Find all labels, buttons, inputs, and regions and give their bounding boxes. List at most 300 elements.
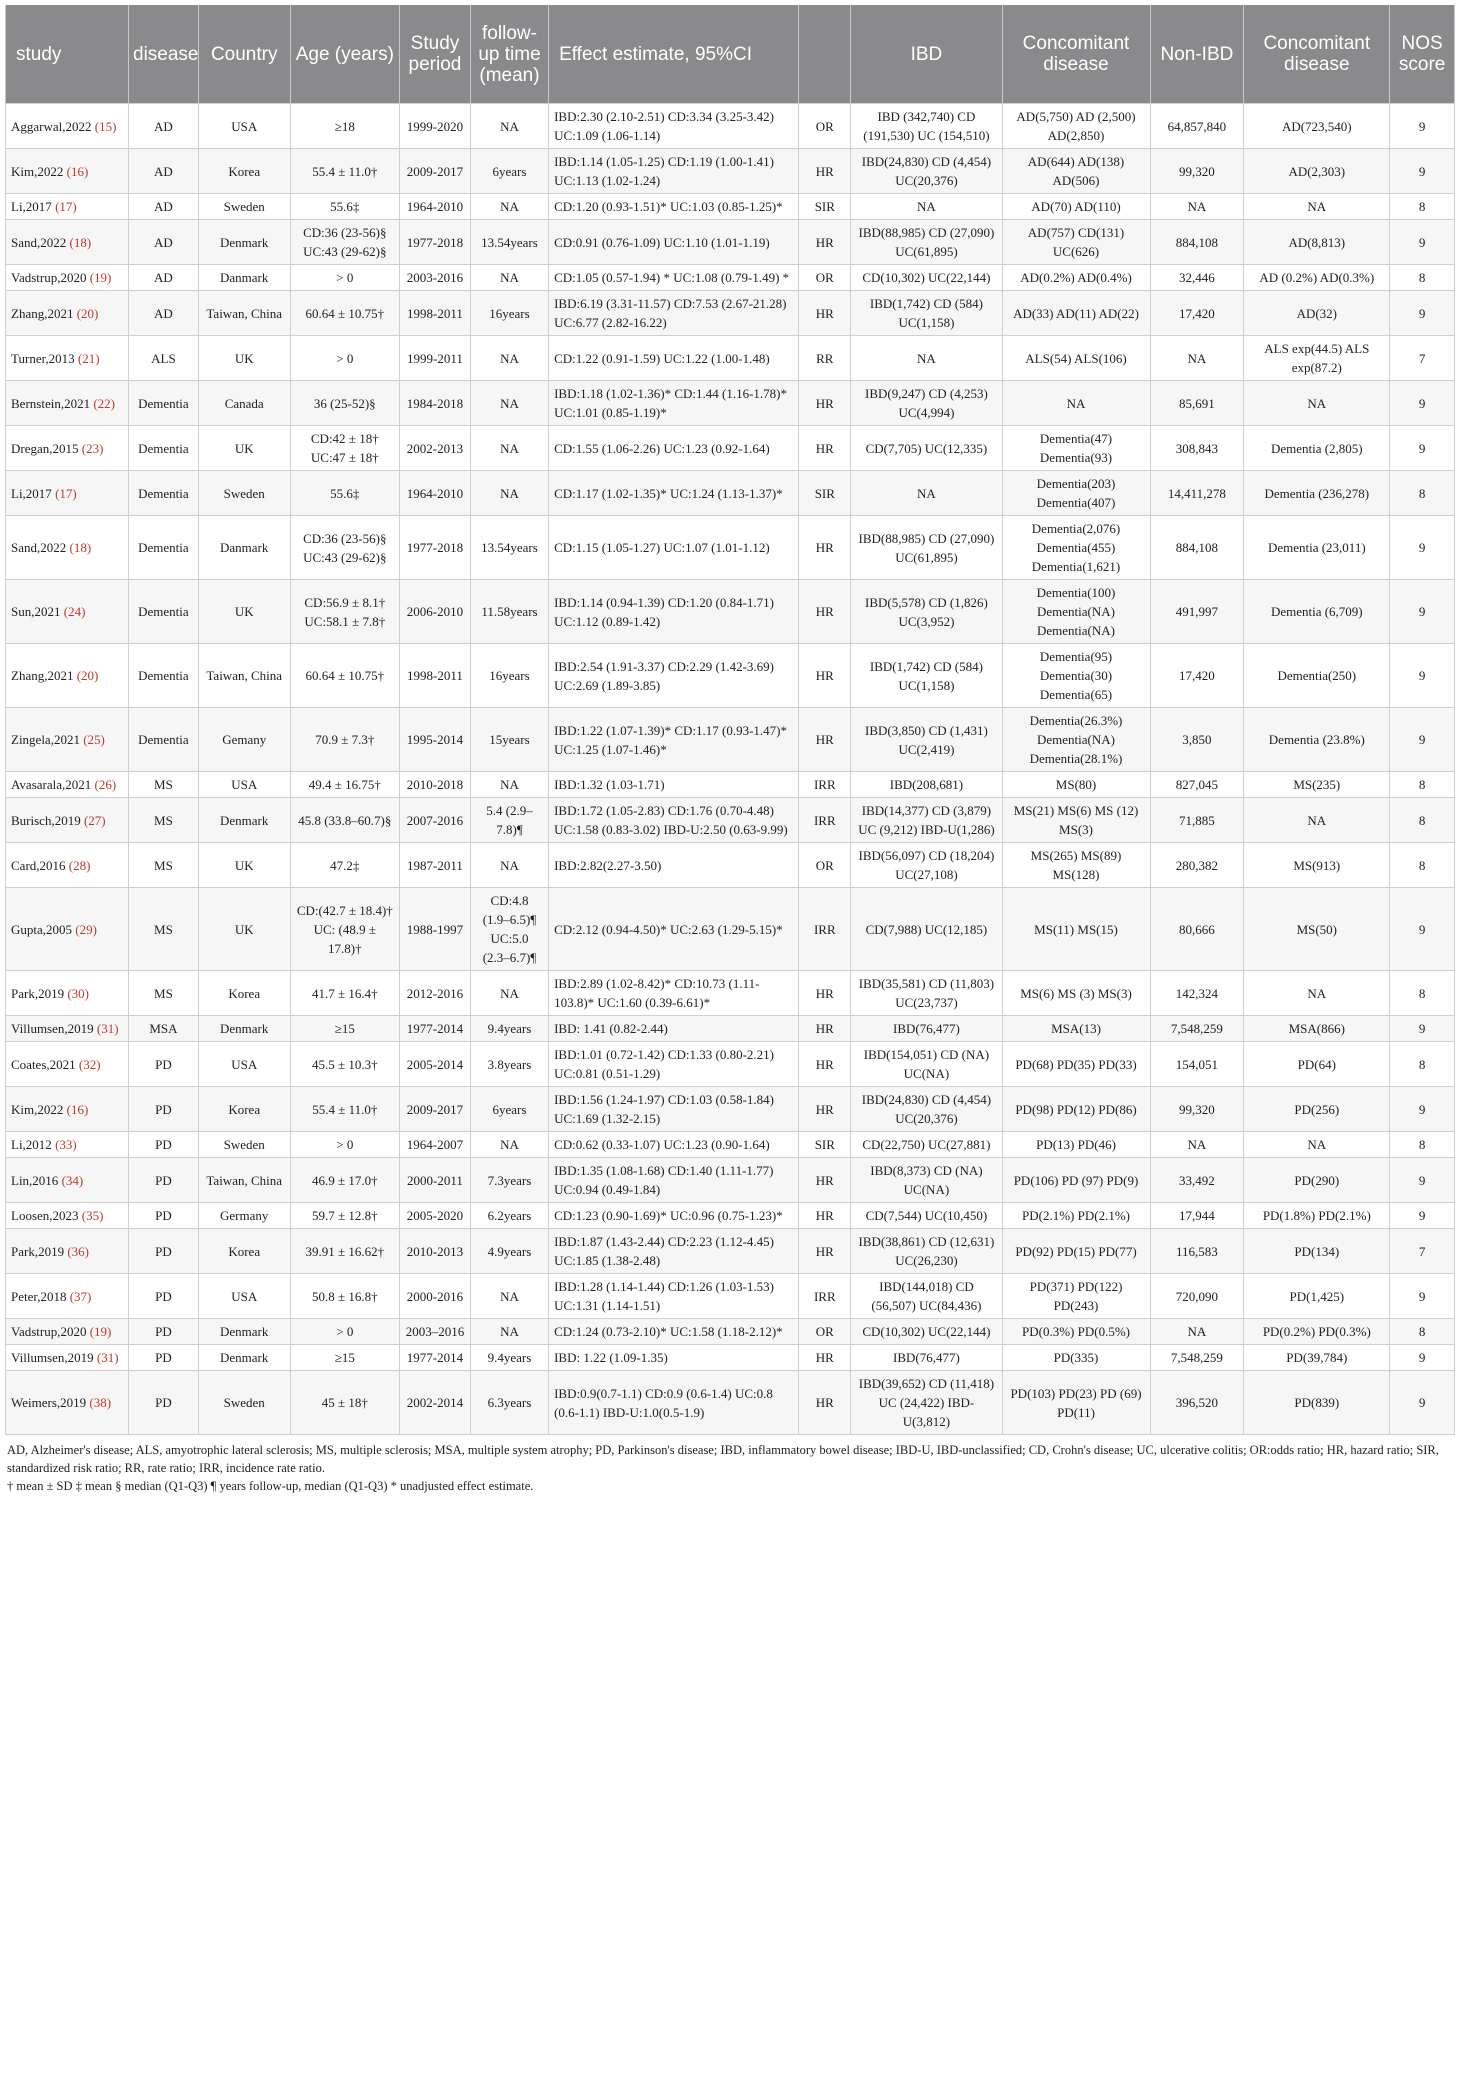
cell-disease: AD <box>129 104 199 149</box>
cell-nos: 9 <box>1390 1158 1455 1203</box>
cell-type: IRR <box>799 798 851 843</box>
cell-nonibd: 142,324 <box>1150 971 1244 1016</box>
cell-study <box>6 1345 129 1371</box>
cell-age: 55.4 ± 11.0† <box>290 1087 399 1132</box>
cell-effect: CD:1.23 (0.90-1.69)* UC:0.96 (0.75-1.23)* <box>549 1203 799 1229</box>
header-follow: follow-up time (mean) <box>470 5 548 104</box>
cell-nonibd: 32,446 <box>1150 265 1244 291</box>
cell-age: CD:42 ± 18† UC:47 ± 18† <box>290 426 399 471</box>
cell-effect: CD:1.15 (1.05-1.27) UC:1.07 (1.01-1.12) <box>549 516 799 580</box>
reference-link[interactable]: (35) <box>81 1208 104 1223</box>
cell-effect: IBD:0.9(0.7-1.1) CD:0.9 (0.6-1.4) UC:0.8 (0.6-1.1) IBD-U:1.0(0.5-1.9) <box>549 1371 799 1435</box>
cell-country: Germany <box>198 1203 290 1229</box>
cell-type: HR <box>799 1229 851 1274</box>
cell-study <box>6 1229 129 1274</box>
cell-type: HR <box>799 1158 851 1203</box>
study-name: Lin,2016 <box>11 1172 59 1188</box>
cell-follow: NA <box>470 772 548 798</box>
cell-effect: CD:0.91 (0.76-1.09) UC:1.10 (1.01-1.19) <box>549 220 799 265</box>
reference-link[interactable]: (38) <box>89 1395 112 1410</box>
cell-age: CD:(42.7 ± 18.4)† UC: (48.9 ± 17.8)† <box>290 888 399 971</box>
cell-conc1: MS(265) MS(89) MS(128) <box>1002 843 1150 888</box>
cell-ibd: IBD(24,830) CD (4,454) UC(20,376) <box>851 1087 1002 1132</box>
study-name: Card,2016 <box>11 857 66 873</box>
cell-conc2: AD (0.2%) AD(0.3%) <box>1244 265 1390 291</box>
cell-ibd: IBD(76,477) <box>851 1016 1002 1042</box>
cell-effect: IBD:1.14 (1.05-1.25) CD:1.19 (1.00-1.41) UC:1.13 (1.02-1.24) <box>549 149 799 194</box>
cell-nos: 9 <box>1390 291 1455 336</box>
cell-conc1: PD(98) PD(12) PD(86) <box>1002 1087 1150 1132</box>
cell-conc1: MS(80) <box>1002 772 1150 798</box>
cell-country: UK <box>198 888 290 971</box>
study-name: Zhang,2021 <box>11 668 74 683</box>
cell-ibd: IBD(76,477) <box>851 1345 1002 1371</box>
cell-disease: AD <box>129 149 199 194</box>
cell-type: HR <box>799 1371 851 1435</box>
reference-link[interactable]: (18) <box>69 540 92 555</box>
cell-country: Korea <box>198 1087 290 1132</box>
cell-effect: IBD:1.72 (1.05-2.83) CD:1.76 (0.70-4.48) UC:1.58 (0.83-3.02) IBD-U:2.50 (0.63-9.99) <box>549 798 799 843</box>
cell-effect: CD:1.05 (0.57-1.94) * UC:1.08 (0.79-1.49) * <box>549 265 799 291</box>
cell-period: 1984-2018 <box>400 381 471 426</box>
header-conc2: Concomitant disease <box>1244 5 1390 104</box>
cell-conc1: MS(21) MS(6) MS (12) MS(3) <box>1002 798 1150 843</box>
cell-follow: NA <box>470 1132 548 1158</box>
cell-disease: PD <box>129 1087 199 1132</box>
cell-conc1: MS(6) MS (3) MS(3) <box>1002 971 1150 1016</box>
cell-conc1: PD(106) PD (97) PD(9) <box>1002 1158 1150 1203</box>
header-nonibd: Non-IBD <box>1150 5 1244 104</box>
cell-disease: ALS <box>129 336 199 381</box>
cell-type: HR <box>799 516 851 580</box>
cell-ibd: IBD(3,850) CD (1,431) UC(2,419) <box>851 708 1002 772</box>
cell-age: 46.9 ± 17.0† <box>290 1158 399 1203</box>
cell-nonibd: 33,492 <box>1150 1158 1244 1203</box>
cell-nonibd: 884,108 <box>1150 516 1244 580</box>
cell-period: 2005-2020 <box>400 1203 471 1229</box>
cell-effect: IBD:2.89 (1.02-8.42)* CD:10.73 (1.11-103.8)* UC:1.60 (0.39-6.61)* <box>549 971 799 1016</box>
cell-nonibd: 491,997 <box>1150 580 1244 644</box>
study-name: Vadstrup,2020 <box>11 1324 87 1339</box>
cell-ibd: IBD(154,051) CD (NA) UC(NA) <box>851 1042 1002 1087</box>
table-body <box>6 104 1455 1435</box>
reference-link[interactable]: (23) <box>81 440 104 456</box>
cell-study <box>6 644 129 708</box>
table-row <box>6 1371 1455 1435</box>
table-row <box>6 1229 1455 1274</box>
cell-type: SIR <box>799 471 851 516</box>
cell-conc1: Dementia(203) Dementia(407) <box>1002 471 1150 516</box>
cell-disease: MS <box>129 798 199 843</box>
reference-link[interactable]: (16) <box>66 1101 89 1117</box>
study-name: Bernstein,2021 <box>11 395 91 411</box>
cell-conc2: PD(64) <box>1244 1042 1390 1087</box>
cell-disease: Dementia <box>129 580 199 644</box>
cell-study <box>6 772 129 798</box>
cell-country: UK <box>198 843 290 888</box>
cell-effect: CD:1.55 (1.06-2.26) UC:1.23 (0.92-1.64) <box>549 426 799 471</box>
cell-type: HR <box>799 381 851 426</box>
cell-study <box>6 149 129 194</box>
cell-period: 1964-2010 <box>400 194 471 220</box>
cell-ibd: CD(7,544) UC(10,450) <box>851 1203 1002 1229</box>
cell-nos: 9 <box>1390 426 1455 471</box>
cell-age: > 0 <box>290 336 399 381</box>
cell-follow: 9.4years <box>470 1016 548 1042</box>
study-name: Kim,2022 <box>11 1101 64 1117</box>
cell-nonibd: NA <box>1150 194 1244 220</box>
table-row <box>6 1087 1455 1132</box>
cell-conc2: NA <box>1244 1132 1390 1158</box>
cell-period: 1987-2011 <box>400 843 471 888</box>
cell-nonibd: 99,320 <box>1150 1087 1244 1132</box>
cell-type: HR <box>799 1087 851 1132</box>
reference-link[interactable]: (37) <box>69 1288 92 1304</box>
cell-nos: 8 <box>1390 798 1455 843</box>
cell-conc2: PD(256) <box>1244 1087 1390 1132</box>
cell-country: Denmark <box>198 1345 290 1371</box>
reference-link[interactable]: (30) <box>67 985 90 1001</box>
cell-follow: NA <box>470 104 548 149</box>
cell-effect: CD:1.17 (1.02-1.35)* UC:1.24 (1.13-1.37)* <box>549 471 799 516</box>
cell-period: 1999-2011 <box>400 336 471 381</box>
cell-period: 1998-2011 <box>400 644 471 708</box>
cell-nos: 9 <box>1390 708 1455 772</box>
table-row <box>6 708 1455 772</box>
cell-age: 50.8 ± 16.8† <box>290 1274 399 1319</box>
cell-conc2: NA <box>1244 798 1390 843</box>
reference-link[interactable]: (26) <box>94 777 117 792</box>
cell-conc2: PD(839) <box>1244 1371 1390 1435</box>
study-name: Sun,2021 <box>11 604 61 619</box>
cell-country: Danmark <box>198 265 290 291</box>
cell-nonibd: 85,691 <box>1150 381 1244 426</box>
table-row <box>6 644 1455 708</box>
cell-disease: MS <box>129 971 199 1016</box>
cell-disease: PD <box>129 1158 199 1203</box>
reference-link[interactable]: (28) <box>68 857 91 873</box>
cell-age: > 0 <box>290 265 399 291</box>
cell-type: OR <box>799 843 851 888</box>
cell-disease: AD <box>129 265 199 291</box>
cell-study <box>6 220 129 265</box>
cell-conc2: Dementia (2,805) <box>1244 426 1390 471</box>
cell-effect: IBD:2.30 (2.10-2.51) CD:3.34 (3.25-3.42) UC:1.09 (1.06-1.14) <box>549 104 799 149</box>
cell-ibd: CD(7,988) UC(12,185) <box>851 888 1002 971</box>
cell-study <box>6 291 129 336</box>
cell-country: USA <box>198 104 290 149</box>
cell-period: 2002-2013 <box>400 426 471 471</box>
table-row <box>6 149 1455 194</box>
cell-follow: 3.8years <box>470 1042 548 1087</box>
cell-study <box>6 194 129 220</box>
cell-type: OR <box>799 265 851 291</box>
cell-effect: CD:1.20 (0.93-1.51)* UC:1.03 (0.85-1.25)* <box>549 194 799 220</box>
reference-link[interactable]: (16) <box>66 163 89 179</box>
cell-country: Danmark <box>198 516 290 580</box>
reference-link[interactable]: (34) <box>61 1172 84 1188</box>
cell-conc1: AD(70) AD(110) <box>1002 194 1150 220</box>
cell-ibd: IBD(24,830) CD (4,454) UC(20,376) <box>851 149 1002 194</box>
cell-nonibd: NA <box>1150 336 1244 381</box>
table-row <box>6 104 1455 149</box>
cell-study <box>6 1203 129 1229</box>
cell-conc1: PD(0.3%) PD(0.5%) <box>1002 1319 1150 1345</box>
cell-nos: 8 <box>1390 1132 1455 1158</box>
footnote-abbreviations: AD, Alzheimer's disease; ALS, amyotrophic lateral sclerosis; MS, multiple sclerosis; MSA, multiple system atrophy; PD, Parkinson's disease; IBD, inflammatory bowel disease; IBD-U, IBD-unclassified; CD, Crohn's disease; UC, ulcerative colitis; OR:odds ratio; HR, hazard ratio; SIR, standardized risk ratio; RR, rate ratio; IRR, incidence rate ratio. <box>7 1443 1439 1475</box>
reference-link[interactable]: (27) <box>83 812 106 828</box>
cell-conc1: PD(103) PD(23) PD (69) PD(11) <box>1002 1371 1150 1435</box>
cell-disease: PD <box>129 1203 199 1229</box>
cell-period: 2009-2017 <box>400 1087 471 1132</box>
cell-nonibd: NA <box>1150 1132 1244 1158</box>
cell-study <box>6 471 129 516</box>
cell-nos: 7 <box>1390 1229 1455 1274</box>
study-name: Burisch,2019 <box>11 812 81 828</box>
cell-type: HR <box>799 1042 851 1087</box>
cell-nos: 9 <box>1390 381 1455 426</box>
study-name: Gupta,2005 <box>11 921 73 937</box>
cell-study <box>6 381 129 426</box>
header-ibd: IBD <box>851 5 1002 104</box>
cell-study <box>6 888 129 971</box>
cell-effect: CD:0.62 (0.33-1.07) UC:1.23 (0.90-1.64) <box>549 1132 799 1158</box>
study-name: Dregan,2015 <box>11 440 79 456</box>
cell-type: OR <box>799 104 851 149</box>
cell-nos: 9 <box>1390 1087 1455 1132</box>
cell-effect: IBD:1.35 (1.08-1.68) CD:1.40 (1.11-1.77) UC:0.94 (0.49-1.84) <box>549 1158 799 1203</box>
cell-conc1: Dementia(47) Dementia(93) <box>1002 426 1150 471</box>
reference-link[interactable]: (15) <box>94 118 117 134</box>
reference-link[interactable]: (36) <box>67 1243 90 1259</box>
study-name: Loosen,2023 <box>11 1208 79 1223</box>
cell-nonibd: 7,548,259 <box>1150 1016 1244 1042</box>
study-name: Sand,2022 <box>11 540 67 555</box>
cell-country: Gemany <box>198 708 290 772</box>
cell-nonibd: 17,420 <box>1150 644 1244 708</box>
cell-period: 2002-2014 <box>400 1371 471 1435</box>
cell-conc1: AD(5,750) AD (2,500) AD(2,850) <box>1002 104 1150 149</box>
header-conc1: Concomitant disease <box>1002 5 1150 104</box>
reference-link[interactable]: (32) <box>78 1056 101 1072</box>
cell-age: > 0 <box>290 1319 399 1345</box>
study-characteristics-table-container <box>5 5 1455 1495</box>
cell-type: RR <box>799 336 851 381</box>
cell-study <box>6 1158 129 1203</box>
table-row <box>6 194 1455 220</box>
study-name: Coates,2021 <box>11 1056 76 1072</box>
cell-nos: 9 <box>1390 1274 1455 1319</box>
cell-ibd: IBD(8,373) CD (NA) UC(NA) <box>851 1158 1002 1203</box>
study-name: Peter,2018 <box>11 1288 67 1304</box>
cell-type: IRR <box>799 888 851 971</box>
study-name: Villumsen,2019 <box>11 1350 94 1365</box>
table-row <box>6 1319 1455 1345</box>
cell-period: 1977-2014 <box>400 1345 471 1371</box>
reference-link[interactable]: (22) <box>93 395 115 411</box>
cell-conc2: AD(723,540) <box>1244 104 1390 149</box>
cell-country: Taiwan, China <box>198 1158 290 1203</box>
cell-conc1: Dementia(26.3%) Dementia(NA) Dementia(28.1%) <box>1002 708 1150 772</box>
cell-disease: AD <box>129 291 199 336</box>
cell-period: 1977-2018 <box>400 516 471 580</box>
reference-link[interactable]: (19) <box>89 1324 112 1339</box>
cell-conc1: MS(11) MS(15) <box>1002 888 1150 971</box>
cell-conc2: PD(39,784) <box>1244 1345 1390 1371</box>
cell-disease: MS <box>129 772 199 798</box>
cell-effect: CD:1.22 (0.91-1.59) UC:1.22 (1.00-1.48) <box>549 336 799 381</box>
reference-link[interactable]: (33) <box>55 1137 77 1152</box>
table-row <box>6 1158 1455 1203</box>
cell-age: 70.9 ± 7.3† <box>290 708 399 772</box>
cell-follow: 11.58years <box>470 580 548 644</box>
cell-study <box>6 1319 129 1345</box>
table-row <box>6 1042 1455 1087</box>
cell-disease: MS <box>129 843 199 888</box>
cell-effect: IBD:2.82(2.27-3.50) <box>549 843 799 888</box>
study-name: Vadstrup,2020 <box>11 270 87 285</box>
cell-effect: IBD:1.32 (1.03-1.71) <box>549 772 799 798</box>
study-name: Park,2019 <box>11 1243 65 1259</box>
study-name: Avasarala,2021 <box>11 777 92 792</box>
cell-follow: 6years <box>470 1087 548 1132</box>
cell-disease: PD <box>129 1229 199 1274</box>
cell-period: 1999-2020 <box>400 104 471 149</box>
cell-ibd: IBD(144,018) CD (56,507) UC(84,436) <box>851 1274 1002 1319</box>
cell-period: 1964-2010 <box>400 471 471 516</box>
cell-nos: 9 <box>1390 1016 1455 1042</box>
cell-conc1: PD(92) PD(15) PD(77) <box>1002 1229 1150 1274</box>
cell-country: USA <box>198 1274 290 1319</box>
header-row <box>6 5 1455 104</box>
cell-disease: Dementia <box>129 471 199 516</box>
cell-period: 1995-2014 <box>400 708 471 772</box>
cell-type: HR <box>799 1203 851 1229</box>
cell-ibd: CD(10,302) UC(22,144) <box>851 1319 1002 1345</box>
cell-effect: IBD:1.18 (1.02-1.36)* CD:1.44 (1.16-1.78)* UC:1.01 (0.85-1.19)* <box>549 381 799 426</box>
cell-effect: IBD:1.22 (1.07-1.39)* CD:1.17 (0.93-1.47)* UC:1.25 (1.07-1.46)* <box>549 708 799 772</box>
reference-link[interactable]: (24) <box>63 604 86 619</box>
reference-link[interactable]: (31) <box>96 1350 119 1365</box>
cell-study <box>6 336 129 381</box>
cell-ibd: IBD(39,652) CD (11,418) UC (24,422) IBD-U(3,812) <box>851 1371 1002 1435</box>
reference-link[interactable]: (17) <box>55 199 77 214</box>
cell-follow: 9.4years <box>470 1345 548 1371</box>
header-country: Country <box>198 5 290 104</box>
cell-follow: 16years <box>470 644 548 708</box>
study-characteristics-table <box>5 5 1455 1435</box>
cell-disease: PD <box>129 1042 199 1087</box>
cell-conc1: NA <box>1002 381 1150 426</box>
cell-conc2: PD(1.8%) PD(2.1%) <box>1244 1203 1390 1229</box>
table-row <box>6 971 1455 1016</box>
reference-link[interactable]: (18) <box>69 234 92 250</box>
reference-link[interactable]: (31) <box>96 1021 119 1036</box>
cell-conc1: PD(2.1%) PD(2.1%) <box>1002 1203 1150 1229</box>
table-row <box>6 1016 1455 1042</box>
table-row <box>6 220 1455 265</box>
cell-conc1: PD(68) PD(35) PD(33) <box>1002 1042 1150 1087</box>
cell-conc1: MSA(13) <box>1002 1016 1150 1042</box>
cell-ibd: IBD(9,247) CD (4,253) UC(4,994) <box>851 381 1002 426</box>
study-name: Zingela,2021 <box>11 732 80 747</box>
cell-age: CD:56.9 ± 8.1† UC:58.1 ± 7.8† <box>290 580 399 644</box>
cell-disease: Dementia <box>129 644 199 708</box>
cell-conc2: AD(32) <box>1244 291 1390 336</box>
cell-disease: MS <box>129 888 199 971</box>
cell-disease: Dementia <box>129 426 199 471</box>
cell-period: 1998-2011 <box>400 291 471 336</box>
cell-study <box>6 971 129 1016</box>
cell-effect: IBD:1.28 (1.14-1.44) CD:1.26 (1.03-1.53) UC:1.31 (1.14-1.51) <box>549 1274 799 1319</box>
table-row <box>6 1274 1455 1319</box>
cell-period: 2005-2014 <box>400 1042 471 1087</box>
reference-link[interactable]: (25) <box>83 732 105 747</box>
table-row <box>6 471 1455 516</box>
study-name: Li,2012 <box>11 1137 52 1152</box>
cell-follow: 13.54years <box>470 220 548 265</box>
cell-conc1: PD(335) <box>1002 1345 1150 1371</box>
table-row <box>6 772 1455 798</box>
cell-country: Taiwan, China <box>198 644 290 708</box>
cell-nonibd: 7,548,259 <box>1150 1345 1244 1371</box>
cell-period: 2007-2016 <box>400 798 471 843</box>
cell-nonibd: 116,583 <box>1150 1229 1244 1274</box>
cell-type: HR <box>799 580 851 644</box>
reference-link[interactable]: (20) <box>76 305 99 321</box>
cell-study <box>6 708 129 772</box>
reference-link[interactable]: (17) <box>55 485 77 501</box>
cell-conc2: MS(913) <box>1244 843 1390 888</box>
cell-ibd: CD(22,750) UC(27,881) <box>851 1132 1002 1158</box>
cell-nos: 9 <box>1390 644 1455 708</box>
cell-age: 45 ± 18† <box>290 1371 399 1435</box>
cell-country: UK <box>198 580 290 644</box>
cell-ibd: NA <box>851 194 1002 220</box>
reference-link[interactable]: (29) <box>75 921 97 937</box>
cell-nonibd: 80,666 <box>1150 888 1244 971</box>
cell-conc2: MS(50) <box>1244 888 1390 971</box>
reference-link[interactable]: (20) <box>76 668 99 683</box>
cell-type: HR <box>799 1016 851 1042</box>
cell-nonibd: 17,944 <box>1150 1203 1244 1229</box>
header-period: Study period <box>400 5 471 104</box>
cell-ibd: IBD(88,985) CD (27,090) UC(61,895) <box>851 220 1002 265</box>
study-name: Park,2019 <box>11 985 65 1001</box>
cell-disease: Dementia <box>129 708 199 772</box>
cell-period: 2010-2018 <box>400 772 471 798</box>
cell-conc2: Dementia (236,278) <box>1244 471 1390 516</box>
cell-conc2: AD(8,813) <box>1244 220 1390 265</box>
cell-nonibd: 71,885 <box>1150 798 1244 843</box>
cell-country: USA <box>198 1042 290 1087</box>
reference-link[interactable]: (19) <box>89 270 112 285</box>
study-name: Li,2017 <box>11 199 52 214</box>
cell-nos: 9 <box>1390 104 1455 149</box>
cell-type: HR <box>799 220 851 265</box>
cell-nos: 9 <box>1390 1345 1455 1371</box>
cell-period: 2012-2016 <box>400 971 471 1016</box>
cell-age: 49.4 ± 16.75† <box>290 772 399 798</box>
cell-follow: NA <box>470 194 548 220</box>
cell-ibd: IBD (342,740) CD (191,530) UC (154,510) <box>851 104 1002 149</box>
cell-conc1: AD(644) AD(138) AD(506) <box>1002 149 1150 194</box>
table-row <box>6 516 1455 580</box>
reference-link[interactable]: (21) <box>77 350 100 366</box>
cell-follow: 6years <box>470 149 548 194</box>
cell-conc2: AD(2,303) <box>1244 149 1390 194</box>
cell-conc1: PD(13) PD(46) <box>1002 1132 1150 1158</box>
